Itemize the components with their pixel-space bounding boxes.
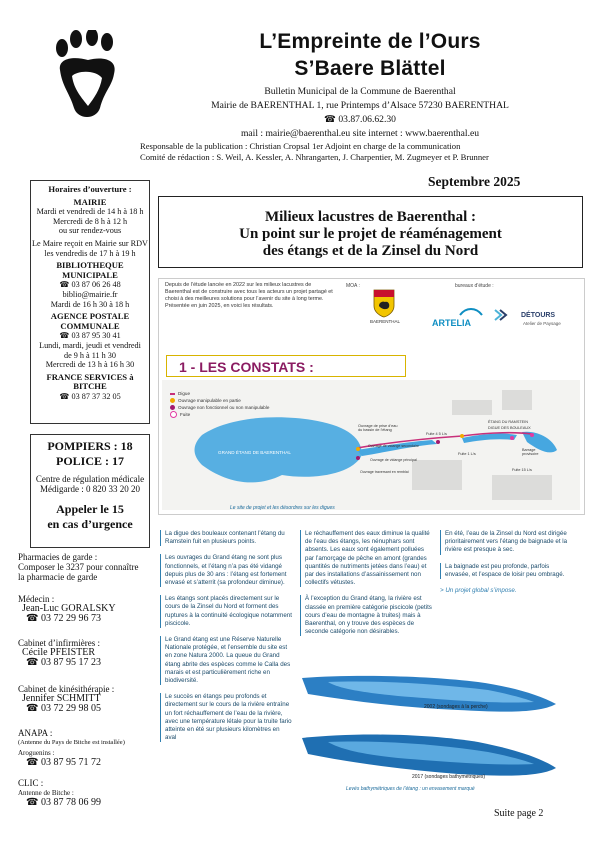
police: POLICE : 17 (55, 454, 124, 468)
maire-line: les vendredis de 17 h à 19 h (44, 248, 136, 258)
medecin-phone: ☎ 03 72 29 96 73 (26, 613, 101, 624)
pharm-line: Pharmacies de garde : (18, 552, 98, 562)
map-label: Fuite 4 5 L/s (426, 432, 447, 436)
infirm-name: Cécile PFEISTER (22, 647, 96, 658)
infirm-phone: ☎ 03 87 95 17 23 (26, 657, 101, 668)
mairie-title: MAIRIE (73, 196, 107, 207)
detours-logo-icon (492, 307, 508, 323)
agence-line: ☎ 03 87 95 30 41 (59, 331, 121, 341)
pompiers: POMPIERS : 18 (47, 439, 133, 453)
biblio-line: Mardi de 16 h 30 à 18 h (50, 299, 130, 309)
article-title-line: Milieux lacustres de Baerenthal : (264, 209, 477, 225)
constat-text: Les ouvrages du Grand étang ne sont plus fonctionnels, et l’étang n’a pas été vidangé depuis plus de 30 ans : l’étang est fortement envasé et s’atterrit (sa profondeur diminue). (160, 554, 292, 587)
bear-paw-logo (48, 30, 128, 122)
contact-line: mail : mairie@baerenthal.eu site internet : www.baerenthal.eu (240, 128, 480, 139)
bulletin-title: L’Empreinte de l’Ours (259, 30, 481, 53)
mairie-phone: ☎ 03.87.06.62.30 (324, 114, 396, 125)
article-title-line: Un point sur le projet de réaménagement (239, 226, 502, 242)
medecin-info (18, 594, 153, 624)
comite-redaction: Comité de rédaction : S. Weil, A. Kessler, A. Nhrangarten, J. Charpentier, M. Zugmeyer et P. Brunner (140, 152, 489, 162)
legend-item: Ouvrage non fonctionnel ou non manipulable (170, 404, 269, 411)
pharmacy-info (18, 552, 153, 582)
bathymetry-2002 (298, 668, 560, 728)
pharm-line: la pharmacie de garde (18, 572, 98, 582)
anapa-label: ANAPA : (18, 728, 53, 738)
publication-responsable: Responsable de la publication : Christian Cropsal 1er Adjoint en charge de la communication (140, 141, 461, 151)
appeler-15: Appeler le 15 (56, 502, 124, 517)
article-intro: Depuis de l’étude lancée en 2022 sur les milieux lacustres de Baerenthal est de construire avec tous les acteurs un projet partagé et choisi à des meilleures solutions pour l’avenir du site à long terme. Présentée en juin 2025, en voici les résultats. (165, 282, 333, 309)
biblio-title: BIBLIOTHEQUE MUNICIPALE (56, 260, 124, 280)
article-title (158, 196, 583, 268)
infirm-info (18, 638, 153, 668)
artelia-logo-icon (458, 305, 484, 317)
bathy-caption: Levés bathymétriques de l’étang : un envasement marqué (346, 786, 475, 792)
map-label: Fuite 1 L/s (458, 452, 476, 456)
projet-global-note: > Un projet global s’impose. (440, 587, 517, 595)
anapa-name: Aroguenins : (18, 749, 55, 757)
map-label: Ouvrage de vidange principal (370, 458, 417, 462)
baerenthal-crest-icon (372, 288, 396, 318)
map-label: Fuite 15 L/s (512, 468, 532, 472)
constat-text: À l’exception du Grand étang, la rivière est classée en première catégorie piscicole (petits cours d’eau de montagne à truites) mais à Baerenthal, on y trouve des espèces de seconde catégorie non désirables. (300, 595, 432, 636)
constat-text: En été, l’eau de la Zinsel du Nord est dirigée prioritairement vers l’étang de baignade et la rivière est presque à sec. (440, 530, 572, 555)
constats-col-2 (300, 530, 432, 644)
bulletin-title-alsatian: S’Baere Blättel (294, 57, 446, 80)
clic-phone: ☎ 03 87 78 06 99 (26, 797, 101, 808)
kine-label: Cabinet de kinésithérapie : (18, 684, 115, 694)
clic-sub: Antenne de Bitche : (18, 789, 74, 797)
clic-label: CLIC : (18, 778, 44, 788)
medecin-label: Médecin : (18, 594, 55, 604)
france-services-title: FRANCE SERVICES à BITCHE (46, 371, 134, 392)
agence-line: Lundi, mardi, jeudi et vendredi (39, 340, 141, 350)
regulation: Centre de régulation médicale (35, 474, 145, 484)
bureaux-label: bureaux d’étude : (455, 283, 494, 289)
france-services-phone: ☎ 03 87 37 32 05 (59, 391, 121, 401)
artelia-name: ARTELIA (432, 318, 471, 328)
legend-item: Ouvrage manipulable en partie (170, 397, 269, 404)
opening-hours-box (30, 180, 150, 424)
detours-sub: Atelier de Paysage (523, 321, 561, 326)
issue-date: Septembre 2025 (428, 174, 521, 189)
detours-name: DÉTOURS (521, 312, 556, 319)
biblio-line: biblio@mairie.fr (62, 289, 118, 299)
appeler-urgence: en cas d’urgence (47, 517, 133, 532)
legend-item: Digue (170, 390, 269, 397)
agence-line: Mercredi de 13 h à 16 h 30 (45, 360, 135, 370)
constats-col-1 (160, 530, 292, 750)
constats-col-3 (440, 530, 572, 603)
map-label: DIGUE DES BOULEAUX (488, 426, 531, 430)
pharm-line: Composer le 3237 pour connaître (18, 562, 139, 572)
map-caption: Le site de projet et les désordres sur les digues (230, 505, 335, 511)
map-legend (170, 390, 269, 418)
anapa-info (18, 728, 153, 768)
constat-text: La digue des bouleaux contenant l’étang du Ramstein fuit en plusieurs points. (160, 530, 292, 546)
article-title-line: des étangs et de la Zinsel du Nord (262, 243, 479, 259)
constat-text: Le Grand étang est une Réserve Naturelle Nationale protégée, et l’ensemble du site est en zone Natura 2000. La queue du Grand étang abrite des espèces comme le Calla des marais et est particulièrement riche en biodiversité. (160, 636, 292, 685)
anapa-phone: ☎ 03 87 95 71 72 (26, 757, 101, 768)
infirm-label: Cabinet d’infirmières : (18, 638, 100, 648)
mairie-line: ou sur rendez-vous (58, 226, 122, 236)
mairie-line: Mercredi de 8 h à 12 h (52, 216, 128, 226)
anapa-sub: (Antenne du Pays de Bitche est installée) (18, 739, 125, 746)
map-label: Barrage provisoire (522, 448, 539, 456)
mairie-line: Mardi et vendredi de 14 h à 18 h (36, 207, 144, 217)
hours-title: Horaires d’ouverture : (48, 184, 132, 194)
constat-text: Le succès en étangs peu profonds et directement sur le cours de la rivière entraîne un fort réchauffement de l’eau de la rivière, avec une température létale pour la truite fario atteinte en été sur plusieurs kilomètres en aval (160, 693, 292, 742)
clic-info (18, 778, 153, 808)
medecin-name: Jean-Luc GORALSKY (22, 603, 116, 614)
constat-text: Le réchauffement des eaux diminue la qualité de l’eau des étangs, les nénuphars sont absents. Les eaux sont également polluées par l’amorçage de pêche en amont (grandes quantités de nutriments jetées dans l’eau) et par des installations d’assainissement non collectifs vétustes. (300, 530, 432, 587)
maire-line: Le Maire reçoit en Mairie sur RDV (32, 238, 148, 248)
legend-item: Fuite (170, 411, 269, 418)
map-label: ÉTANG DU RAMSTEIN (488, 420, 529, 424)
bathy-label: 2002 (sondages à la perche) (424, 704, 488, 710)
emergency-box (30, 434, 150, 548)
constat-text: Les étangs sont placés directement sur le cours de la Zinsel du Nord et forment des ruptures à la continuité écologique notamment piscicole. (160, 595, 292, 628)
map-label: Ouvrage traversant en remblai (360, 470, 409, 474)
kine-phone: ☎ 03 72 29 98 05 (26, 703, 101, 714)
agence-title: AGENCE POSTALE COMMUNALE (50, 311, 130, 331)
map-label: Ouvrage de prise d’eau du bassin de l’étang (358, 424, 398, 432)
kine-info (18, 684, 153, 714)
biblio-line: ☎ 03 87 06 26 48 (59, 280, 121, 290)
mairie-address: Mairie de BAERENTHAL 1, rue Printemps d’Alsace 57230 BAERENTHAL (211, 100, 509, 111)
map-label: GRAND ÉTANG DE BAERENTHAL (218, 450, 291, 455)
agence-line: de 9 h à 11 h 30 (64, 350, 116, 360)
constat-text: La baignade est peu profonde, parfois envasée, et l’espace de loisir peu ombragé. (440, 563, 572, 579)
bathy-label: 2017 (sondages bathymétriques) (412, 774, 486, 780)
bulletin-subtitle: Bulletin Municipal de la Commune de Baerenthal (264, 86, 456, 97)
moa-name: BAERENTHAL (370, 319, 401, 324)
constats-heading: 1 - LES CONSTATS : (166, 355, 406, 377)
medigarde: Médigarde : 0 820 33 20 20 (40, 483, 140, 494)
continued-page-2: Suite page 2 (494, 808, 544, 819)
moa-label: MOA : (346, 283, 360, 289)
map-label: Ouvrage de vidange secondaire (368, 444, 419, 448)
kine-name: Jennifer SCHMITT (22, 693, 101, 704)
